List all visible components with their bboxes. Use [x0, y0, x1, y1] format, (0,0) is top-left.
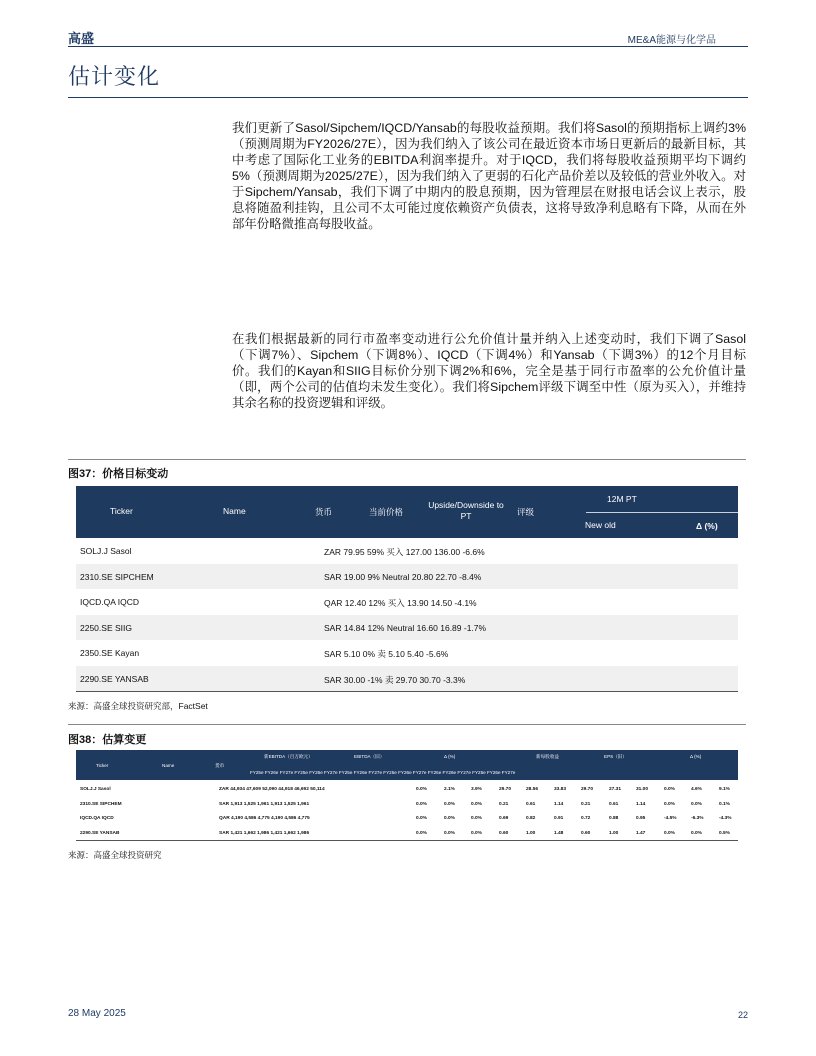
figure37-title: 图37：价格目标变动	[68, 468, 169, 480]
table-row	[76, 538, 738, 564]
col-rating: 评级	[517, 507, 535, 517]
col-currency: 货币	[215, 763, 225, 768]
col-upside: Upside/Downside to PT	[428, 500, 504, 521]
row-values: ZAR 79.95 59% 买入 127.00 136.00 -6.6%	[324, 547, 485, 557]
figure38-source: 来源：高盛全球投资研究	[68, 850, 162, 860]
cell: 0.61	[609, 801, 619, 807]
figure37-table-header	[76, 486, 738, 538]
sector-label: ME&A能源与化学品	[627, 35, 716, 46]
col-delta-ebitda: Δ (%)	[444, 754, 456, 759]
figure38-table-header	[76, 750, 738, 780]
table-row	[76, 811, 738, 826]
cell: 2.1%	[444, 787, 455, 792]
row-ticker: IQCD.QA IQCD	[80, 816, 114, 821]
cell: 0.61	[526, 801, 536, 807]
cell: 3.9%	[471, 787, 482, 792]
pt-divider	[586, 512, 738, 513]
col-ticker: Ticker	[110, 506, 133, 516]
row-ebitda-values: QAR 4,190 4,586 4,775 4,190 4,586 4,775	[219, 816, 310, 821]
col-name: Name	[162, 763, 175, 768]
row-ticker: 2310.SE SIPCHEM	[80, 801, 122, 807]
title-divider	[68, 97, 748, 98]
table-row	[76, 640, 738, 666]
row-ticker: SOLJ.J Sasol	[80, 787, 111, 792]
cell: -4.3%	[719, 816, 732, 821]
table-row	[76, 826, 738, 841]
figure37-bottom-rule	[76, 691, 738, 692]
cell: 1.00	[609, 830, 619, 836]
cell: -4.5%	[664, 816, 677, 821]
row-values: SAR 5.10 0% 卖 5.10 5.40 -5.6%	[324, 649, 449, 659]
cell: 0.82	[526, 816, 536, 821]
cell: 0.0%	[416, 816, 427, 821]
cell: 0.0%	[444, 830, 455, 836]
cell: 0.0%	[691, 830, 702, 836]
cell: 0.0%	[664, 801, 675, 807]
table-row	[76, 589, 738, 615]
figure38-title: 图38：估算变更	[68, 734, 147, 746]
col-eps-new: 新每股收益	[536, 754, 559, 759]
row-values: SAR 19.00 9% Neutral 20.80 22.70 -8.4%	[324, 571, 482, 582]
col-ticker: Ticker	[96, 763, 109, 768]
cell: 0.0%	[444, 816, 455, 821]
page-number: 22	[737, 1010, 748, 1020]
table-row	[76, 615, 738, 641]
cell: 0.95	[636, 816, 646, 821]
footer-date: 28 May 2025	[68, 1008, 126, 1019]
cell: 27.31	[609, 787, 622, 792]
row-ticker: SOLJ.J Sasol	[80, 546, 132, 556]
cell: 0.21	[499, 801, 509, 807]
cell: 0.0%	[471, 830, 482, 836]
cell: 0.0%	[691, 801, 702, 807]
paragraph-estimate-changes: 我们更新了Sasol/Sipchem/IQCD/Yansab的每股收益预期。我们将Sasol的预期指标上调约3%（预测周期为FY2026/27E），因为我们纳入了该公司在最近资本市场日更新后的最新目标，其中考虑了国际化工业务的EBITDA利润率提升。对于IQCD，我们将每股收益预期平均下调约5%（预测周期为2025/27E），因为我们纳入了更弱的石化产品价差以及较低的营业外收入。对于Sipchem/Yansab，我们下调了中期内的股息预期，因为管理层在财报电话会议上表示，股息将随盈利挂钩，且公司不太可能过度依赖资产负债表，这将导致净利息略有下降，从而在外部年份略微推高每股收益。	[232, 121, 746, 231]
cell: -6.3%	[691, 816, 704, 821]
row-values: QAR 12.40 12% 买入 13.90 14.50 -4.1%	[324, 598, 477, 608]
row-ticker: 2350.SE Kayan	[80, 648, 140, 658]
figure37-source: 来源：高盛全球投资研究部，FactSet	[68, 701, 208, 711]
row-ticker: 2290.SE YANSAB	[80, 830, 120, 836]
cell: 1.47	[636, 830, 646, 836]
row-ticker: IQCD.QA IQCD	[80, 597, 140, 607]
col-ebitda-old: EBITDA（旧）	[354, 754, 385, 759]
cell: 28.56	[526, 787, 539, 792]
cell: 0.1%	[719, 801, 730, 807]
cell: 29.70	[581, 787, 594, 792]
cell: 0.0%	[664, 787, 675, 792]
col-name: Name	[223, 506, 246, 516]
cell: 0.0%	[416, 787, 427, 792]
table-row	[76, 666, 738, 692]
cell: 31.00	[636, 787, 649, 792]
cell: 4.6%	[691, 787, 702, 792]
cell: 0.21	[581, 801, 591, 807]
cell: 1.48	[554, 830, 564, 836]
row-ebitda-values: SAR 1,421 1,662 1,986 1,421 1,662 1,986	[219, 830, 310, 836]
paragraph-price-targets: 在我们根据最新的同行市盈率变动进行公允价值计量并纳入上述变动时，我们下调了Sasol（下调7%）、Sipchem（下调8%）、IQCD（下调4%）和Yansab（下调3%）的12个月目标价。我们的Kayan和SIIG目标价分别下调2%和6%，完全是基于同行市盈率的公允价值计量（即，两个公司的估值均未发生变化）。我们将Sipchem评级下调至中性（原为买入），并维持其余名称的投资逻辑和评级。	[232, 332, 746, 410]
col-ebitda-new: 新EBITDA（百万欧元）	[264, 754, 313, 759]
cell: 0.0%	[416, 830, 427, 836]
cell: 0.60	[581, 830, 591, 836]
table-row	[76, 797, 738, 812]
cell: 0.0%	[471, 801, 482, 807]
cell: 9.1%	[719, 787, 730, 792]
col-new-old: New old	[585, 520, 616, 530]
cell: 0.0%	[471, 816, 482, 821]
col-years: FY25e FY26e FY27e FY25e FY26e FY27e FY25e FY26e FY27e FY25e FY26e FY27e FY25e FY26e FY27e FY25e FY26e FY27e	[250, 770, 516, 775]
header-divider	[68, 46, 748, 47]
table-row	[76, 564, 738, 590]
row-values: SAR 14.84 12% Neutral 16.60 16.89 -1.7%	[324, 622, 487, 633]
figure37-top-rule	[68, 459, 746, 460]
table-row	[76, 782, 738, 797]
cell: 1.00	[526, 830, 536, 836]
figure38-bottom-rule	[76, 840, 738, 841]
row-ebitda-values: ZAR 44,934 47,609 52,090 44,918 46,692 50,114	[219, 787, 325, 792]
row-values: SAR 30.00 -1% 卖 29.70 30.70 -3.3%	[324, 674, 466, 685]
cell: 0.5%	[719, 830, 730, 836]
col-price: 当前价格	[369, 507, 404, 517]
col-12m-pt: 12M PT	[607, 494, 637, 504]
figure38-top-rule	[68, 724, 746, 725]
cell: 29.70	[499, 787, 512, 792]
cell: 0.0%	[664, 830, 675, 836]
col-currency: 货币	[315, 507, 333, 517]
figure38-table-body	[76, 782, 738, 840]
cell: 0.0%	[444, 801, 455, 807]
figure37-table-body	[76, 538, 738, 691]
cell: 0.69	[499, 816, 509, 821]
row-ebitda-values: SAR 1,913 1,525 1,961 1,913 1,525 1,961	[219, 801, 310, 807]
col-delta: Δ (%)	[696, 521, 718, 531]
brand-logo: 高盛	[68, 31, 95, 46]
row-ticker: 2290.SE YANSAB	[80, 673, 149, 684]
row-ticker: 2250.SE SIIG	[80, 622, 132, 633]
row-ticker: 2310.SE SIPCHEM	[80, 571, 154, 582]
col-eps-old: EPS（旧）	[604, 754, 627, 759]
cell: 1.14	[636, 801, 646, 807]
section-title: 估计变化	[68, 64, 161, 89]
cell: 0.88	[609, 816, 619, 821]
cell: 0.72	[581, 816, 591, 821]
cell: 0.91	[554, 816, 564, 821]
cell: 33.83	[554, 787, 567, 792]
cell: 1.14	[554, 801, 564, 807]
cell: 0.60	[499, 830, 509, 836]
cell: 0.0%	[416, 801, 427, 807]
col-delta-eps: Δ (%)	[690, 754, 702, 759]
